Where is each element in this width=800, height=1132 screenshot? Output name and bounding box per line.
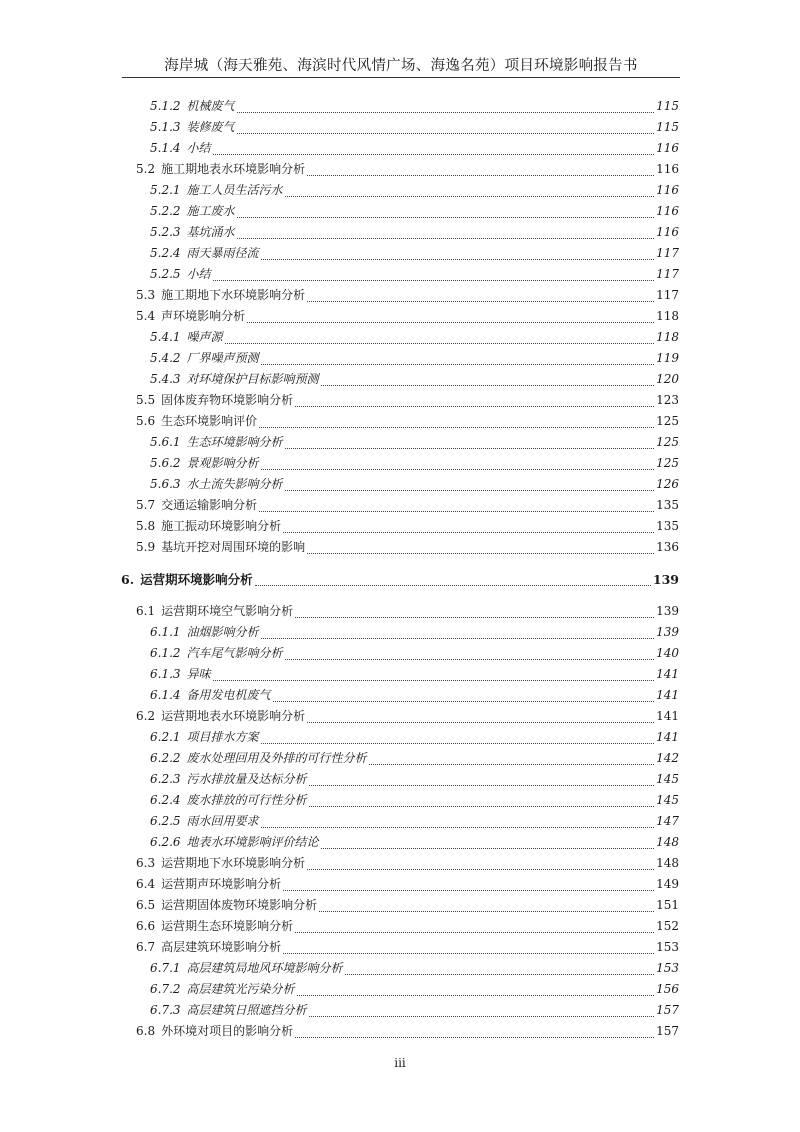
toc-entry-title: 污水排放量及达标分析 [186, 772, 307, 786]
toc-entry-title: 声环境影响分析 [161, 309, 246, 323]
toc-entry-page: 145 [656, 772, 679, 786]
toc-entry[interactable] [150, 770, 679, 791]
dot-leader [261, 364, 655, 365]
toc-entry-title: 交通运输影响分析 [161, 498, 258, 512]
toc-entry-number: 5.5 [136, 393, 156, 407]
dot-leader [283, 953, 654, 954]
toc-entry-page: 152 [656, 919, 679, 933]
dot-leader [321, 385, 655, 386]
toc-entry-page: 116 [656, 141, 679, 155]
toc-entry-number: 5.2.5 [150, 267, 181, 281]
toc-entry[interactable] [150, 181, 679, 202]
toc-entry[interactable] [150, 370, 679, 391]
toc-entry-page: 120 [656, 372, 679, 386]
header-divider [122, 77, 680, 78]
toc-entry-title: 汽车尾气影响分析 [186, 646, 283, 660]
toc-entry[interactable] [136, 412, 679, 433]
toc-entry-title: 生态环境影响评价 [161, 414, 258, 428]
toc-entry-title: 施工废水 [186, 204, 235, 218]
dot-leader [295, 617, 654, 618]
toc-entry-title: 废水处理回用及外排的可行性分析 [186, 751, 367, 765]
toc-entry-page: 157 [656, 1003, 679, 1017]
toc-entry[interactable] [150, 749, 679, 770]
toc-entry-number: 5.4.1 [150, 330, 181, 344]
toc-entry-title: 地表水环境影响评价结论 [186, 835, 319, 849]
toc-entry-title: 高层建筑光污染分析 [186, 982, 295, 996]
dot-leader [247, 322, 654, 323]
dot-leader [273, 701, 655, 702]
toc-entry[interactable] [136, 917, 679, 938]
toc-entry[interactable] [136, 538, 679, 559]
toc-entry[interactable] [150, 812, 679, 833]
toc-entry-number: 5.1.4 [150, 141, 181, 155]
dot-leader [261, 469, 655, 470]
dot-leader [285, 448, 655, 449]
toc-entry-title: 运营期固体废物环境影响分析 [161, 898, 318, 912]
toc-entry[interactable] [150, 728, 679, 749]
toc-entry-title: 基坑开挖对周围环境的影响 [161, 540, 306, 554]
dot-leader [307, 869, 654, 870]
dot-leader [285, 490, 655, 491]
toc-entry[interactable] [136, 896, 679, 917]
toc-entry-title: 雨天暴雨径流 [186, 246, 259, 260]
toc-entry-title: 固体废弃物环境影响分析 [161, 393, 294, 407]
toc-entry-number: 6.2.6 [150, 835, 181, 849]
toc-entry-page: 139 [656, 625, 679, 639]
dot-leader [369, 764, 655, 765]
toc-entry-number: 5.1.2 [150, 99, 181, 113]
toc-entry-number: 5.6.1 [150, 435, 181, 449]
toc-entry-number: 6.7 [136, 940, 156, 954]
toc-entry-title: 外环境对项目的影响分析 [161, 1024, 294, 1038]
toc-entry[interactable] [136, 286, 679, 307]
toc-entry-number: 6.3 [136, 856, 156, 870]
dot-leader [213, 280, 655, 281]
toc-entry-title: 基坑涌水 [186, 225, 235, 239]
dot-leader [309, 785, 655, 786]
toc-entry-page: 141 [656, 667, 679, 681]
toc-entry[interactable] [136, 707, 679, 728]
toc-entry-page: 117 [656, 288, 679, 302]
toc-entry-title: 水土流失影响分析 [186, 477, 283, 491]
toc-entry[interactable] [150, 202, 679, 223]
toc-entry-title: 施工期地表水环境影响分析 [161, 162, 306, 176]
toc-entry[interactable] [150, 328, 679, 349]
toc-entry-title: 运营期声环境影响分析 [161, 877, 282, 891]
toc-entry[interactable] [150, 265, 679, 286]
toc-entry-title: 异味 [186, 667, 211, 681]
toc-entry[interactable] [136, 307, 679, 328]
toc-entry[interactable] [150, 223, 679, 244]
toc-entry-title: 运营期环境空气影响分析 [161, 604, 294, 618]
toc-entry-number: 6.2.4 [150, 793, 181, 807]
toc-entry-page: 140 [656, 646, 679, 660]
dot-leader [283, 890, 654, 891]
toc-entry-page: 141 [656, 688, 679, 702]
toc-entry-number: 6.1 [136, 604, 156, 618]
dot-leader [225, 343, 655, 344]
toc-entry-number: 5.4.3 [150, 372, 181, 386]
toc-entry-number: 5.2.3 [150, 225, 181, 239]
toc-entry[interactable] [150, 644, 679, 665]
dot-leader [283, 532, 654, 533]
toc-entry[interactable] [150, 1001, 679, 1022]
toc-entry-number: 5.2.2 [150, 204, 181, 218]
toc-entry-page: 153 [656, 940, 679, 954]
dot-leader [285, 659, 655, 660]
toc-entry[interactable] [150, 97, 679, 118]
dot-leader [255, 585, 651, 586]
toc-entry[interactable] [121, 570, 679, 591]
toc-entry-page: 148 [656, 835, 679, 849]
dot-leader [295, 406, 654, 407]
toc-entry-title: 噪声源 [186, 330, 223, 344]
toc-entry[interactable] [150, 244, 679, 265]
toc-entry[interactable] [150, 980, 679, 1001]
toc-entry[interactable] [136, 854, 679, 875]
toc-entry-title: 运营期生态环境影响分析 [161, 919, 294, 933]
dot-leader [319, 911, 654, 912]
toc-entry-number: 5.6.2 [150, 456, 181, 470]
dot-leader [261, 827, 655, 828]
toc-entry-number: 5.2.1 [150, 183, 181, 197]
toc-entry-number: 5.2.4 [150, 246, 181, 260]
toc-entry-number: 6.4 [136, 877, 156, 891]
toc-entry-number: 6.1.3 [150, 667, 181, 681]
toc-entry-page: 145 [656, 793, 679, 807]
toc-entry-page: 156 [656, 982, 679, 996]
toc-entry-title: 油烟影响分析 [186, 625, 259, 639]
toc-entry-title: 雨水回用要求 [186, 814, 259, 828]
toc-entry-title: 厂界噪声预测 [186, 351, 259, 365]
toc-entry-title: 机械废气 [186, 99, 235, 113]
toc-entry-page: 123 [656, 393, 679, 407]
toc-entry-number: 6.5 [136, 898, 156, 912]
toc-entry-page: 135 [656, 519, 679, 533]
toc-entry-page: 149 [656, 877, 679, 891]
toc-entry[interactable] [150, 475, 679, 496]
toc-entry[interactable] [150, 118, 679, 139]
toc-entry-number: 6. [121, 572, 135, 587]
toc-entry[interactable] [136, 875, 679, 896]
toc-entry-title: 运营期地表水环境影响分析 [161, 709, 306, 723]
toc-entry-page: 157 [656, 1024, 679, 1038]
toc-entry-page: 117 [656, 246, 679, 260]
toc-entry[interactable] [136, 160, 679, 181]
dot-leader [237, 238, 655, 239]
toc-entry-number: 5.7 [136, 498, 156, 512]
toc-entry-page: 147 [656, 814, 679, 828]
toc-entry-title: 生态环境影响分析 [186, 435, 283, 449]
toc-entry-number: 5.2 [136, 162, 156, 176]
toc-entry-number: 5.4.2 [150, 351, 181, 365]
toc-entry-number: 6.2 [136, 709, 156, 723]
toc-entry-title: 高层建筑日照遮挡分析 [186, 1003, 307, 1017]
toc-entry-title: 运营期环境影响分析 [140, 572, 253, 587]
toc-entry-page: 142 [656, 751, 679, 765]
dot-leader [261, 638, 655, 639]
toc-entry[interactable] [136, 602, 679, 623]
toc-entry-number: 5.6.3 [150, 477, 181, 491]
dot-leader [295, 932, 654, 933]
toc-entry-number: 6.6 [136, 919, 156, 933]
toc-entry-title: 运营期地下水环境影响分析 [161, 856, 306, 870]
dot-leader [237, 217, 655, 218]
toc-entry[interactable] [136, 391, 679, 412]
toc-entry-page: 118 [656, 309, 679, 323]
toc-entry[interactable] [150, 454, 679, 475]
toc-entry-title: 高层建筑环境影响分析 [161, 940, 282, 954]
toc-entry[interactable] [150, 623, 679, 644]
toc-entry-page: 125 [656, 414, 679, 428]
toc-entry-number: 6.2.2 [150, 751, 181, 765]
toc-entry-page: 116 [656, 183, 679, 197]
toc-entry-number: 6.1.2 [150, 646, 181, 660]
toc-entry-title: 装修废气 [186, 120, 235, 134]
toc-entry-number: 5.8 [136, 519, 156, 533]
toc-entry-page: 117 [656, 267, 679, 281]
toc-entry-title: 小结 [186, 141, 211, 155]
toc-entry-title: 施工振动环境影响分析 [161, 519, 282, 533]
toc-entry[interactable] [136, 938, 679, 959]
toc-entry-number: 6.1.1 [150, 625, 181, 639]
page-number: iii [394, 1056, 406, 1070]
toc-entry-number: 6.1.4 [150, 688, 181, 702]
toc-entry[interactable] [136, 496, 679, 517]
dot-leader [237, 133, 655, 134]
dot-leader [309, 1016, 655, 1017]
toc-entry-title: 施工人员生活污水 [186, 183, 283, 197]
toc-entry-title: 小结 [186, 267, 211, 281]
dot-leader [297, 995, 655, 996]
toc-entry-number: 6.2.5 [150, 814, 181, 828]
dot-leader [307, 722, 654, 723]
toc-entry-number: 6.2.3 [150, 772, 181, 786]
toc-entry-number: 6.7.3 [150, 1003, 181, 1017]
toc-entry[interactable] [150, 349, 679, 370]
toc-entry-title: 高层建筑局地风环境影响分析 [186, 961, 343, 975]
toc-entry-number: 6.2.1 [150, 730, 181, 744]
toc-entry-page: 139 [652, 572, 679, 587]
toc-entry[interactable] [136, 517, 679, 538]
toc-entry-page: 139 [656, 604, 679, 618]
toc-entry-page: 135 [656, 498, 679, 512]
dot-leader [307, 175, 654, 176]
toc-entry-title: 备用发电机废气 [186, 688, 271, 702]
toc-entry-number: 5.3 [136, 288, 156, 302]
toc-entry-page: 125 [656, 435, 679, 449]
toc-entry-title: 项目排水方案 [186, 730, 259, 744]
toc-entry[interactable] [150, 833, 679, 854]
toc-entry-page: 118 [656, 330, 679, 344]
toc-entry-page: 151 [656, 898, 679, 912]
dot-leader [261, 743, 655, 744]
toc-entry-number: 5.1.3 [150, 120, 181, 134]
toc-entry-page: 116 [656, 204, 679, 218]
toc-entry-page: 136 [656, 540, 679, 554]
dot-leader [213, 680, 655, 681]
toc-entry[interactable] [150, 791, 679, 812]
toc-entry-number: 6.7.1 [150, 961, 181, 975]
toc-entry-number: 5.4 [136, 309, 156, 323]
toc-entry-title: 景观影响分析 [186, 456, 259, 470]
toc-entry-page: 141 [656, 709, 679, 723]
dot-leader [259, 511, 654, 512]
toc-entry-page: 153 [656, 961, 679, 975]
toc-entry-title: 施工期地下水环境影响分析 [161, 288, 306, 302]
toc-entry-number: 5.9 [136, 540, 156, 554]
dot-leader [237, 112, 655, 113]
page-header-title: 海岸城（海天雅苑、海滨时代风情广场、海逸名苑）项目环境影响报告书 [164, 58, 638, 74]
toc-entry-page: 115 [656, 99, 679, 113]
dot-leader [309, 806, 655, 807]
toc-entry-page: 116 [656, 225, 679, 239]
toc-entry-number: 5.6 [136, 414, 156, 428]
dot-leader [295, 1037, 654, 1038]
toc-entry-page: 148 [656, 856, 679, 870]
dot-leader [307, 553, 654, 554]
toc-entry[interactable] [150, 139, 679, 160]
toc-entry-page: 116 [656, 162, 679, 176]
toc-entry-page: 125 [656, 456, 679, 470]
toc-entry-number: 6.7.2 [150, 982, 181, 996]
toc-entry-title: 对环境保护目标影响预测 [186, 372, 319, 386]
toc-entry-number: 6.8 [136, 1024, 156, 1038]
toc-entry[interactable] [136, 1022, 679, 1043]
toc-entry[interactable] [150, 665, 679, 686]
toc-entry-title: 废水排放的可行性分析 [186, 793, 307, 807]
toc-entry[interactable] [150, 433, 679, 454]
toc-entry-page: 126 [656, 477, 679, 491]
toc-entry-page: 141 [656, 730, 679, 744]
dot-leader [307, 301, 654, 302]
dot-leader [259, 427, 654, 428]
toc-entry-page: 119 [656, 351, 679, 365]
dot-leader [345, 974, 655, 975]
dot-leader [213, 154, 655, 155]
toc-entry[interactable] [150, 686, 679, 707]
dot-leader [321, 848, 655, 849]
dot-leader [285, 196, 655, 197]
toc-entry[interactable] [150, 959, 679, 980]
toc-entry-page: 115 [656, 120, 679, 134]
dot-leader [261, 259, 655, 260]
